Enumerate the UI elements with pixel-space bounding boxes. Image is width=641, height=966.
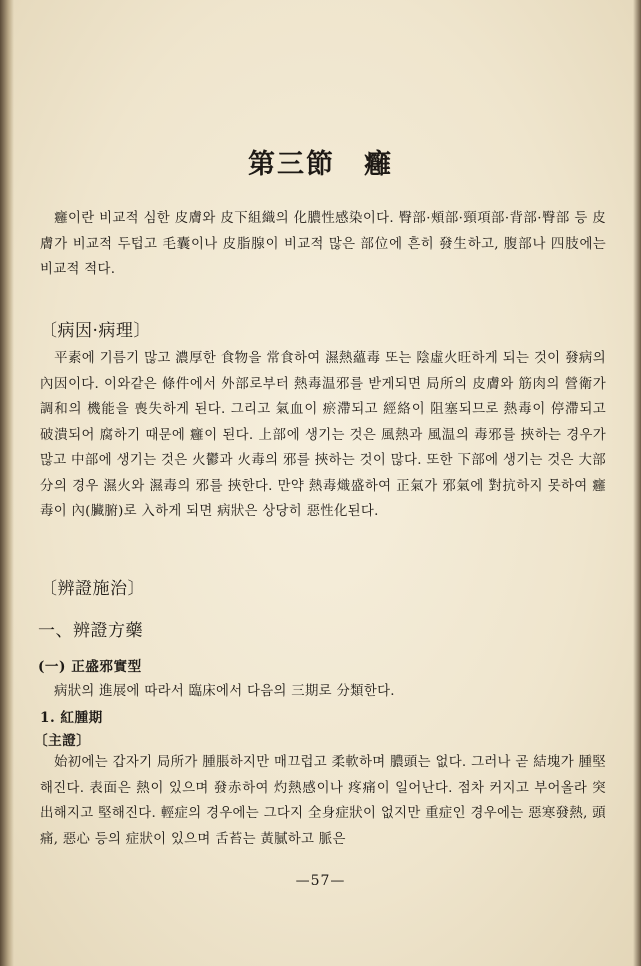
cause-pathology-paragraph	[40, 346, 606, 525]
diagnosis-treatment-heading: 〔辨證施治〕	[40, 579, 145, 599]
stage-heading: 1. 紅腫期	[40, 710, 103, 726]
cause-pathology-text: 平素에 기름기 많고 濃厚한 食物을 常食하여 濕熱蘊毒 또는 陰虛火旺하게 되는 것이 發病의 內因이다. 이와같은 條件에서 外部로부터 熱毒温邪를 받게되면 局所의 皮膚와 筋肉의 營衛가 調和의 機能을 喪失하게 된다. 그리고 氣血이 瘀滯되고 經絡이 阻塞되므로 熱毒이 停滯되고 破潰되어 腐하기 때문에 癰이 된다. 上部에 생기는 것은 風熱과 風温의 毒邪를 挾하는 경우가 많고 中部에 생기는 것은 火鬱과 火毒의 邪를 挾하는 것이 많다. 또한 下部에 생기는 것은 大部分의 경우 濕火와 濕毒의 邪를 挾한다. 만약 熱毒熾盛하여 正氣가 邪氣에 對抗하지 못하여 癰毒이 內(臟腑)로 入하게 되면 病狀은 상당히 惡性化된다.	[40, 351, 606, 519]
main-symptoms-paragraph	[40, 750, 606, 852]
stage-classification-line: 病狀의 進展에 따라서 臨床에서 다음의 三期로 分類한다.	[54, 684, 395, 699]
pattern-heading: (一) 正盛邪實型	[38, 659, 142, 675]
main-symptoms-text: 始初에는 갑자기 局所가 腫脹하지만 매끄럽고 柔軟하며 膿頭는 없다. 그러나 곧 結塊가 腫堅해진다. 表面은 熱이 있으며 發赤하여 灼熱感이나 疼痛이 일어난다. 점차 커지고 부어올라 突出해지고 堅해진다. 輕症의 경우에는 그다지 全身症狀이 없지만 重症인 경우에는 惡寒發熱, 頭痛, 惡心 등의 症狀이 있으며 舌苔는 黃膩하고 脈은	[40, 755, 606, 847]
section-title: 第三節 癰	[248, 149, 393, 180]
intro-paragraph	[40, 206, 606, 283]
intro-text: 癰이란 비교적 심한 皮膚와 皮下組織의 化膿性感染이다. 臀部·頰部·頸項部·背部·臀部 등 皮膚가 비교적 두텁고 毛囊이나 皮脂腺이 비교적 많은 部位에 흔히 發生하고, 腹部나 四肢에는 비교적 적다.	[40, 211, 606, 277]
cause-pathology-heading: 〔病因·病理〕	[40, 321, 151, 341]
main-symptoms-heading: 〔主證〕	[34, 733, 91, 749]
page-number: —57—	[295, 873, 346, 889]
diagnosis-prescription-heading: 一、辨證方藥	[38, 621, 143, 641]
